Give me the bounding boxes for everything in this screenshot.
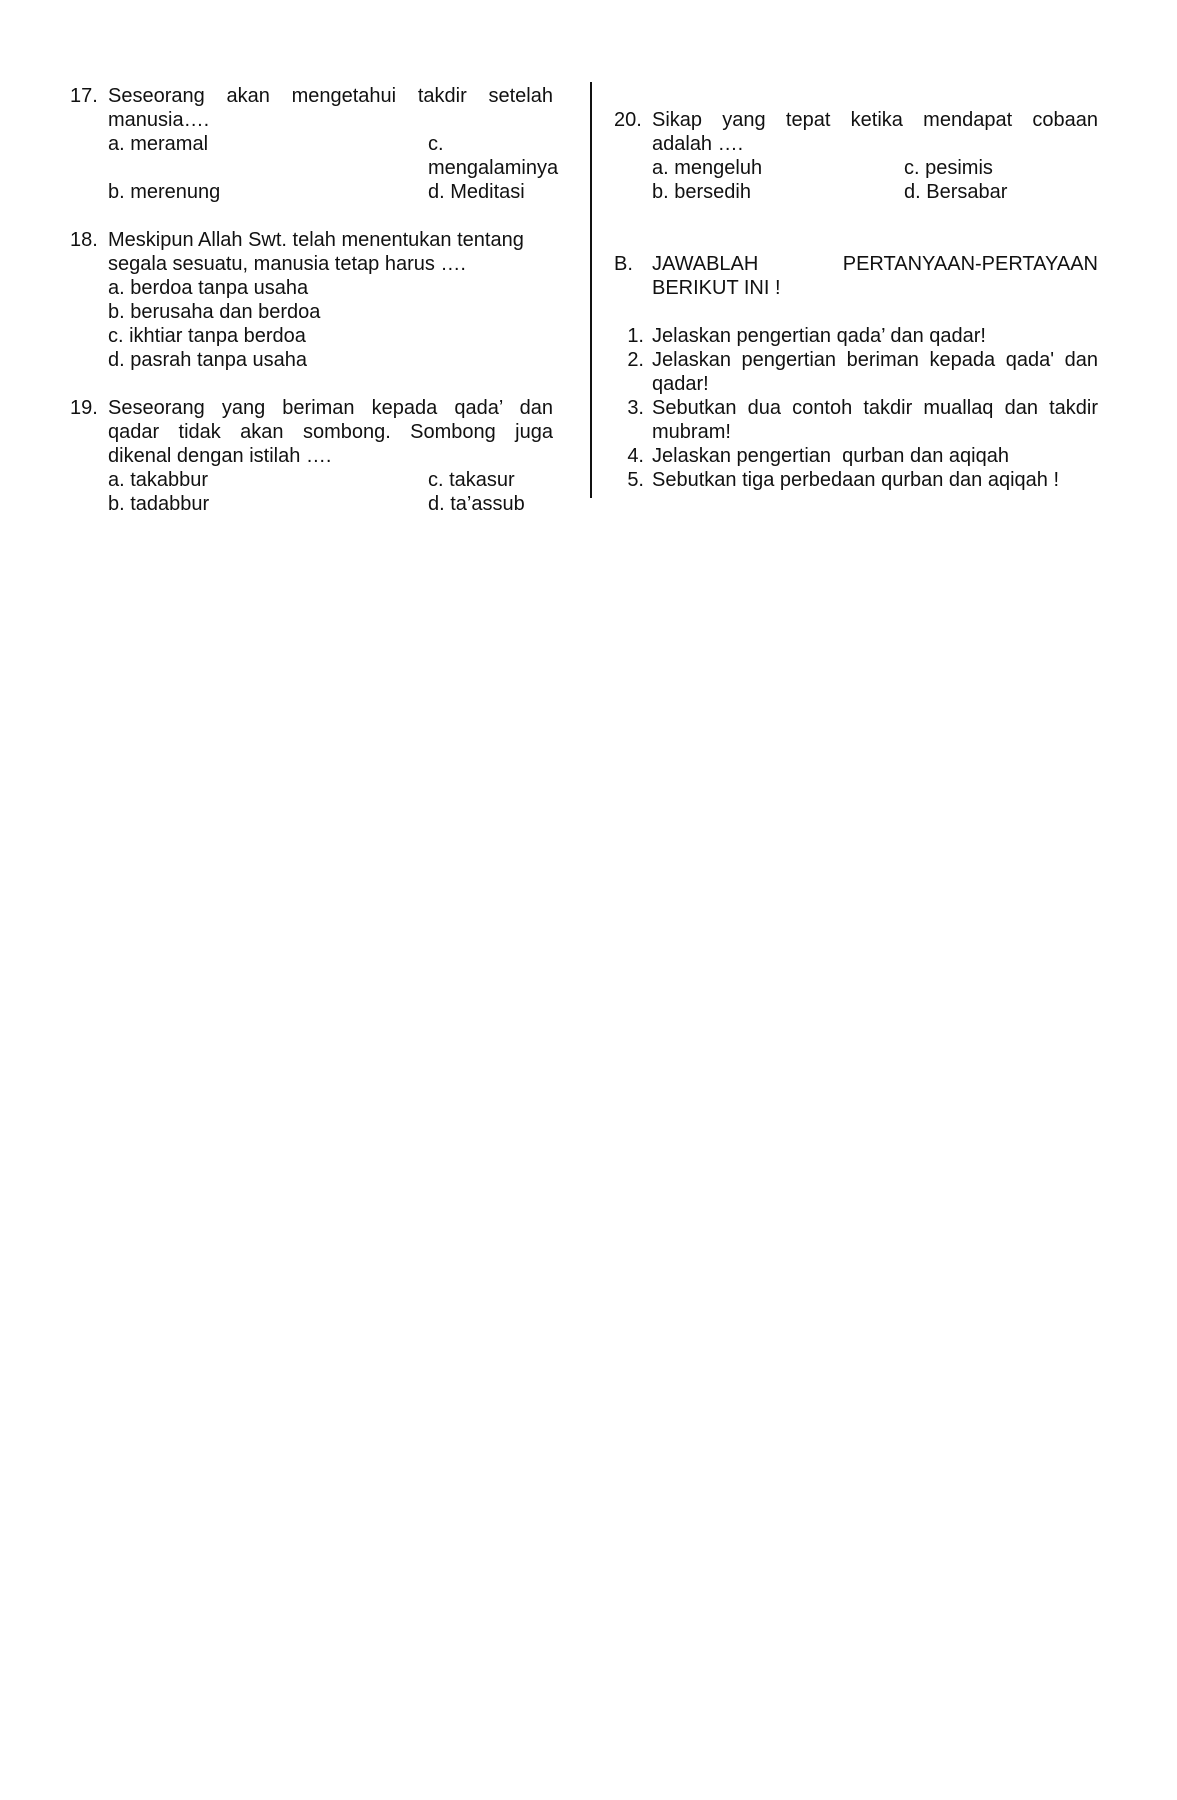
option-a: a. berdoa tanpa usaha: [108, 277, 309, 299]
essay-text-line: Sebutkan tiga perbedaan qurban dan aqiqah !: [652, 469, 1060, 491]
question-stem-line: manusia….: [108, 109, 210, 131]
essay-question-5: [614, 468, 1098, 492]
question-18: [70, 228, 553, 372]
essay-text-line: qadar!: [652, 373, 709, 395]
question-stem-line: Seseorang yang beriman kepada qada’ dan: [108, 397, 553, 419]
option-b: b. tadabbur: [108, 493, 210, 515]
option-a: a. takabbur: [108, 469, 209, 491]
section-title-line: BERIKUT INI !: [652, 277, 781, 299]
option-d: d. pasrah tanpa usaha: [108, 349, 308, 371]
option-c: c. pesimis: [904, 157, 993, 179]
essay-text-line: Jelaskan pengertian qada’ dan qadar!: [652, 325, 986, 347]
question-number: 18.: [70, 229, 98, 251]
essay-number: 2.: [627, 349, 644, 371]
option-d: d. Meditasi: [428, 181, 525, 203]
option-c: c. ikhtiar tanpa berdoa: [108, 325, 306, 347]
option-c: c. mengalaminya: [428, 133, 559, 179]
option-a: a. mengeluh: [652, 157, 763, 179]
section-b-heading: [614, 252, 1098, 300]
essay-number: 4.: [627, 445, 644, 467]
question-stem-line: dikenal dengan istilah ….: [108, 445, 332, 467]
essay-text-line: Sebutkan dua contoh takdir muallaq dan takdir: [652, 397, 1098, 419]
section-title-word: JAWABLAH: [652, 253, 759, 275]
options-grid: [108, 468, 553, 516]
section-label: B.: [614, 253, 633, 275]
essay-text-line: Jelaskan pengertian qurban dan aqiqah: [652, 445, 1009, 467]
question-stem-line: adalah ….: [652, 133, 744, 155]
essay-text-line: Jelaskan pengertian beriman kepada qada' dan: [652, 349, 1098, 371]
essay-text-line: mubram!: [652, 421, 731, 443]
essay-question-4: [614, 444, 1098, 468]
option-c: c. takasur: [428, 469, 515, 491]
section-title-word: PERTANYAAN-PERTAYAAN: [842, 253, 1098, 275]
options-grid: [108, 132, 559, 204]
section-title-line: [652, 252, 1098, 276]
question-stem-line: Meskipun Allah Swt. telah menentukan tentang: [108, 229, 524, 251]
option-b: b. merenung: [108, 181, 221, 203]
essay-number: 5.: [627, 469, 644, 491]
options-list: [108, 276, 553, 372]
option-b: b. bersedih: [652, 181, 751, 203]
question-stem-line: Seseorang akan mengetahui takdir setelah: [108, 85, 553, 107]
question-17: [70, 84, 559, 204]
question-20: [614, 108, 1098, 204]
options-grid: [652, 156, 1098, 204]
option-a: a. meramal: [108, 133, 209, 155]
left-column: [70, 84, 559, 516]
essay-number: 3.: [627, 397, 644, 419]
essay-number: 1.: [627, 325, 644, 347]
question-19: [70, 396, 553, 516]
question-number: 17.: [70, 85, 98, 107]
question-number: 20.: [614, 109, 642, 131]
question-stem-line: segala sesuatu, manusia tetap harus ….: [108, 253, 466, 275]
question-number: 19.: [70, 397, 98, 419]
essay-question-1: [614, 324, 1098, 348]
option-d: d. ta’assub: [428, 493, 525, 515]
option-b: b. berusaha dan berdoa: [108, 301, 321, 323]
question-stem-line: Sikap yang tepat ketika mendapat cobaan: [652, 109, 1098, 131]
essay-question-3: [614, 396, 1098, 444]
right-column: [614, 108, 1098, 492]
question-stem-line: qadar tidak akan sombong. Sombong juga: [108, 421, 553, 443]
essay-question-2: [614, 348, 1098, 396]
column-divider: [590, 82, 592, 498]
option-d: d. Bersabar: [904, 181, 1008, 203]
